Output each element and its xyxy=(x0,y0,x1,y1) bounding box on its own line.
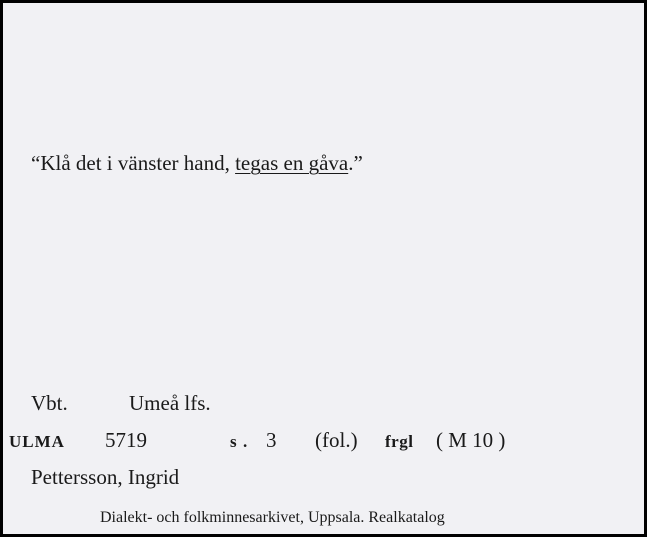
footer-text: Dialekt- och folkminnesarkivet, Uppsala. Realkatalog xyxy=(100,509,445,526)
s-dot: . xyxy=(243,432,248,451)
quote-underlined: tegas en gåva xyxy=(235,151,349,175)
quote-close: .” xyxy=(348,151,363,175)
archive-label: ULMA xyxy=(9,432,65,451)
index-card xyxy=(3,3,644,534)
s-label: s xyxy=(230,432,237,451)
quote-open: “Klå det i vänster hand, xyxy=(31,151,236,175)
vbt-label: Vbt. xyxy=(31,391,68,415)
m-code: ( M 10 ) xyxy=(436,428,506,452)
place-label: Umeå lfs. xyxy=(129,391,211,415)
frgl-label: frgl xyxy=(385,432,414,451)
fol-label: (fol.) xyxy=(315,428,358,452)
informant-name: Pettersson, Ingrid xyxy=(31,465,180,489)
record-number: 5719 xyxy=(105,428,147,452)
quote-text xyxy=(31,151,363,176)
page-number: 3 xyxy=(266,428,277,452)
